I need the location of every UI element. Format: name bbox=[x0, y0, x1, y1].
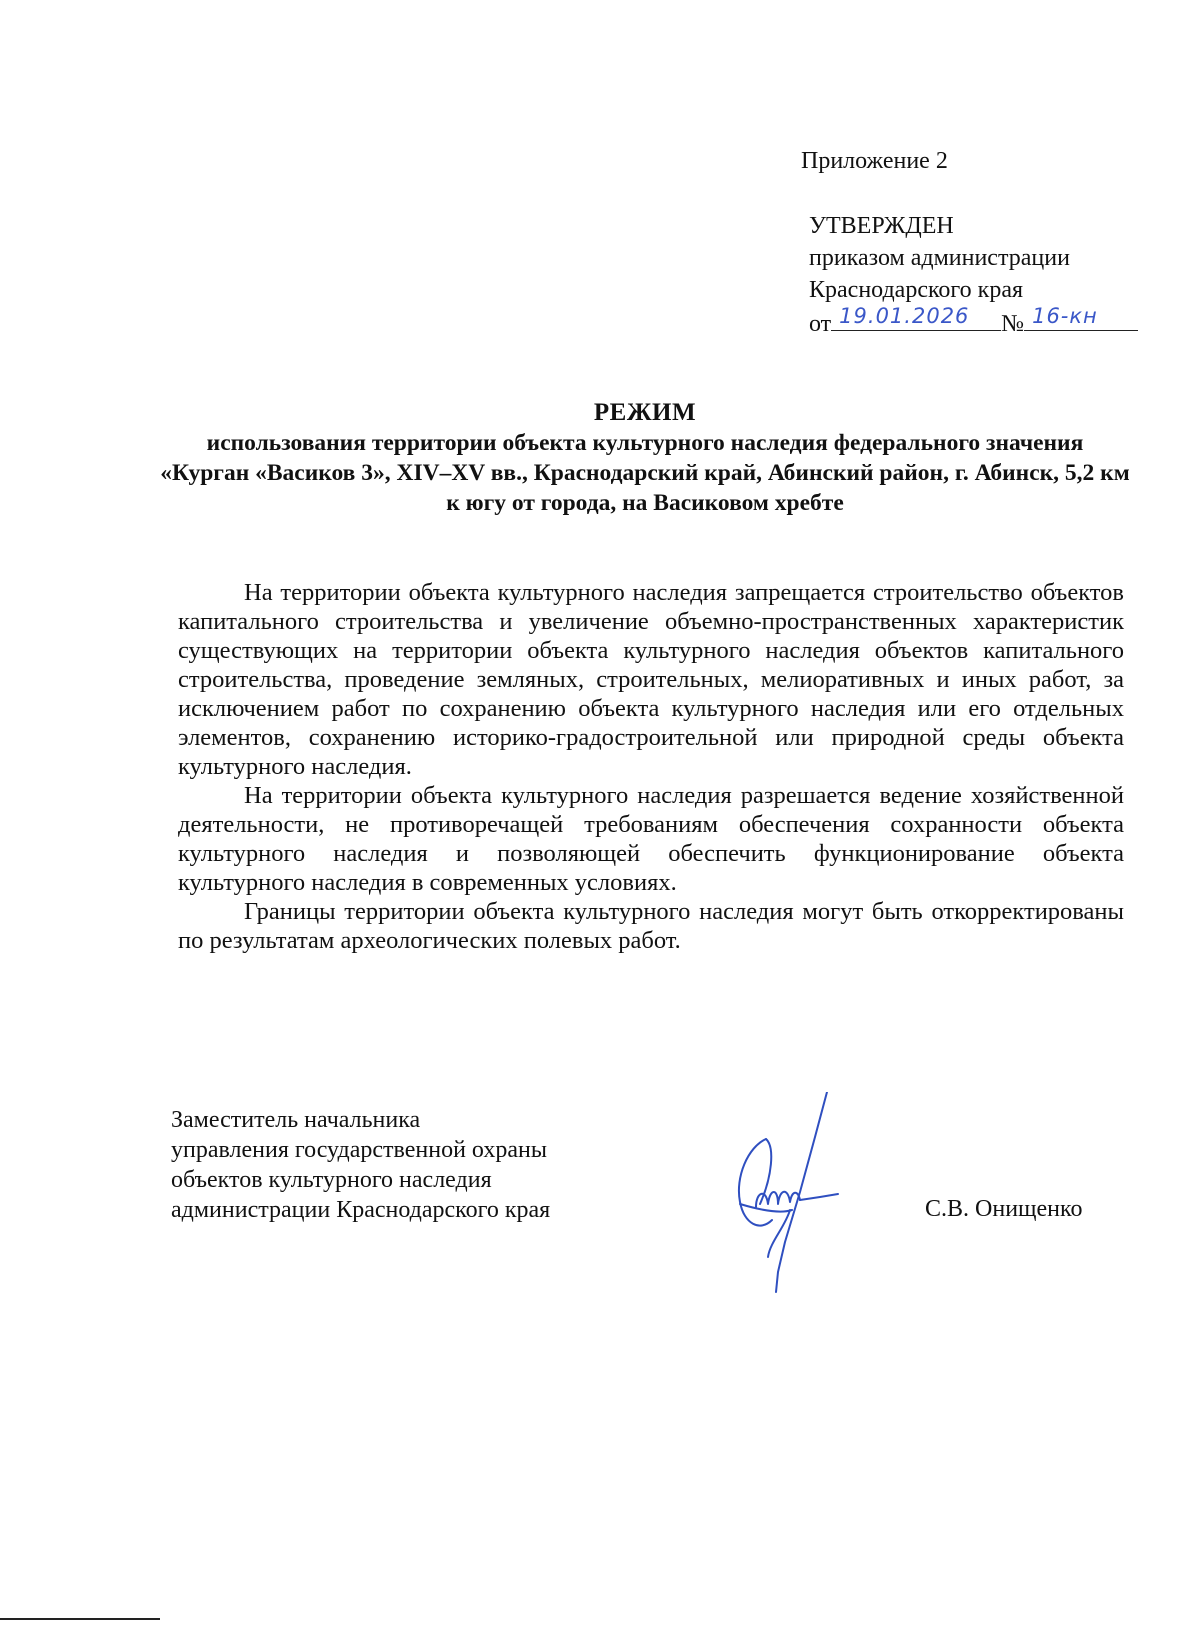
signatory-name: С.В. Онищенко bbox=[925, 1196, 1083, 1222]
number-blank bbox=[1024, 306, 1138, 331]
document-body bbox=[178, 578, 1124, 955]
handwritten-number: 16-кн bbox=[1032, 304, 1098, 328]
body-paragraph-2: На территории объекта культурного наследия разрешается ведение хозяйственной деятельности, не противоречащей требованиям обеспечения сохранности объекта культурного наследия и позволяющей обеспечить функционирование объекта культурного наследия в современных условиях. bbox=[178, 782, 1124, 896]
date-blank bbox=[831, 306, 1001, 331]
signatory-position-line-4: администрации Краснодарского края bbox=[171, 1197, 551, 1223]
document-title: РЕЖИМ bbox=[593, 399, 697, 426]
approval-stamp-block bbox=[809, 210, 1138, 340]
document-title-block bbox=[160, 398, 1130, 518]
body-paragraph-1: На территории объекта культурного наследия запрещается строительство объектов капитального строительства и увеличение объемно-пространственных характеристик существующих на территории объекта культурного наследия объектов капитального строительства, проведение земляных, строительных, мелиоративных и иных работ, за исключением работ по сохранению объекта культурного наследия или его отдельных элементов, сохранению историко-градостроительной или природной среды объекта культурного наследия. bbox=[178, 579, 1124, 780]
footer-divider bbox=[0, 1618, 160, 1620]
approval-title: УТВЕРЖДЕН bbox=[809, 213, 954, 239]
number-prefix: № bbox=[1001, 311, 1025, 337]
handwritten-date: 19.01.2026 bbox=[839, 304, 970, 328]
document-subtitle: использования территории объекта культурного наследия федерального значения «Курган «Васиков 3», XIV–XV вв., Краснодарский край, Абинский район, г. Абинск, 5,2 км к югу от города, на Васиковом хребте bbox=[160, 430, 1130, 516]
signatory-position bbox=[171, 1105, 550, 1225]
signatory-position-line-3: объектов культурного наследия bbox=[171, 1167, 492, 1193]
appendix-label: Приложение 2 bbox=[801, 148, 948, 174]
date-prefix: от bbox=[809, 311, 832, 337]
signatory-position-line-2: управления государственной охраны bbox=[171, 1137, 547, 1163]
approval-date-number-line bbox=[809, 306, 1138, 340]
approval-authority-line: Краснодарского края bbox=[809, 277, 1024, 303]
body-paragraph-3: Границы территории объекта культурного наследия могут быть откорректированы по результатам археологических полевых работ. bbox=[178, 898, 1124, 954]
signatory-position-line-1: Заместитель начальника bbox=[171, 1107, 421, 1133]
approval-order-line: приказом администрации bbox=[809, 245, 1070, 271]
handwritten-signature-icon bbox=[730, 1092, 870, 1297]
